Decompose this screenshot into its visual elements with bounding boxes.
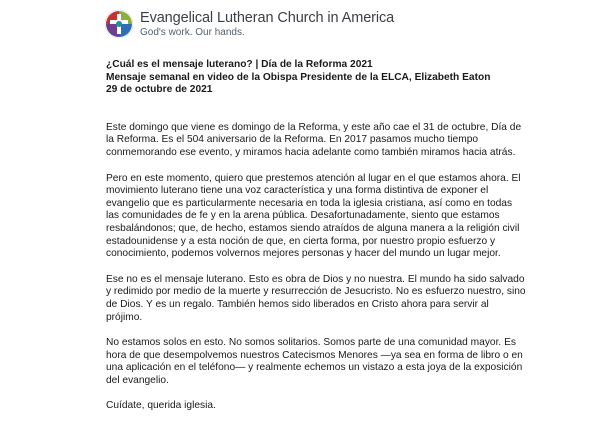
document-title-block (106, 59, 526, 97)
paragraph: No estamos solos en esto. No somos solitarios. Somos parte de una comunidad mayor. Es hora de que desempolvemos nuestros Catecismos Menores —ya sea en forma de libro o en una aplicación en el teléfono— y realmente echemos un vistazo a esta joya de la exposición del evangelio. (106, 337, 523, 386)
paragraph: Pero en este momento, quiero que prestemos atención al lugar en el que estamos ahora. El movimiento luterano tiene una voz característica y una forma distintiva de exponer el evangelio que es particularmente necesaria en toda la iglesia cristiana, así como en todas las comunidades de fe y en la arena pública. Desafortunadamente, siento que estamos resbalándonos; que, de hecho, estamos siendo atraídos de alguna manera a la religión civil estadounidense y a esta noción de que, en cierta forma, por nuestro propio esfuerzo y conocimiento, podemos volvernos mejores personas y hacer del mundo un lugar mejor. (106, 172, 521, 260)
document-title: ¿Cuál es el mensaje luterano? | Día de la Reforma 2021 (106, 59, 373, 70)
page-header (104, 9, 394, 39)
document-body (106, 59, 526, 426)
tagline: God's work. Our hands. (140, 26, 245, 38)
org-name: Evangelical Lutheran Church in America (140, 9, 395, 26)
document-subtitle: Mensaje semanal en video de la Obispa Presidente de la ELCA, Elizabeth Eaton (106, 71, 491, 83)
paragraph: Cuídate, querida iglesia. (106, 400, 216, 412)
elca-cross-logo-icon (104, 9, 134, 39)
document-date: 29 de octubre de 2021 (106, 84, 213, 96)
paragraph: Ese no es el mensaje luterano. Esto es obra de Dios y no nuestra. El mundo ha sido salvado y redimido por medio de la muerte y resurrección de Jesucristo. No es esfuerzo nuestro, sino de Dios. Y es un regalo. También hemos sido liberados en Cristo ahora para servir al prójimo. (106, 273, 526, 323)
brand-text (140, 10, 394, 39)
paragraph: Este domingo que viene es domingo de la Reforma, y este año cae el 31 de octubre, Día de la Reforma. Es el 504 aniversario de la Reforma. En 2017 pasamos mucho tiempo conmemorando ese evento, y miramos hacia adelante como también miramos hacia atrás. (106, 121, 522, 158)
